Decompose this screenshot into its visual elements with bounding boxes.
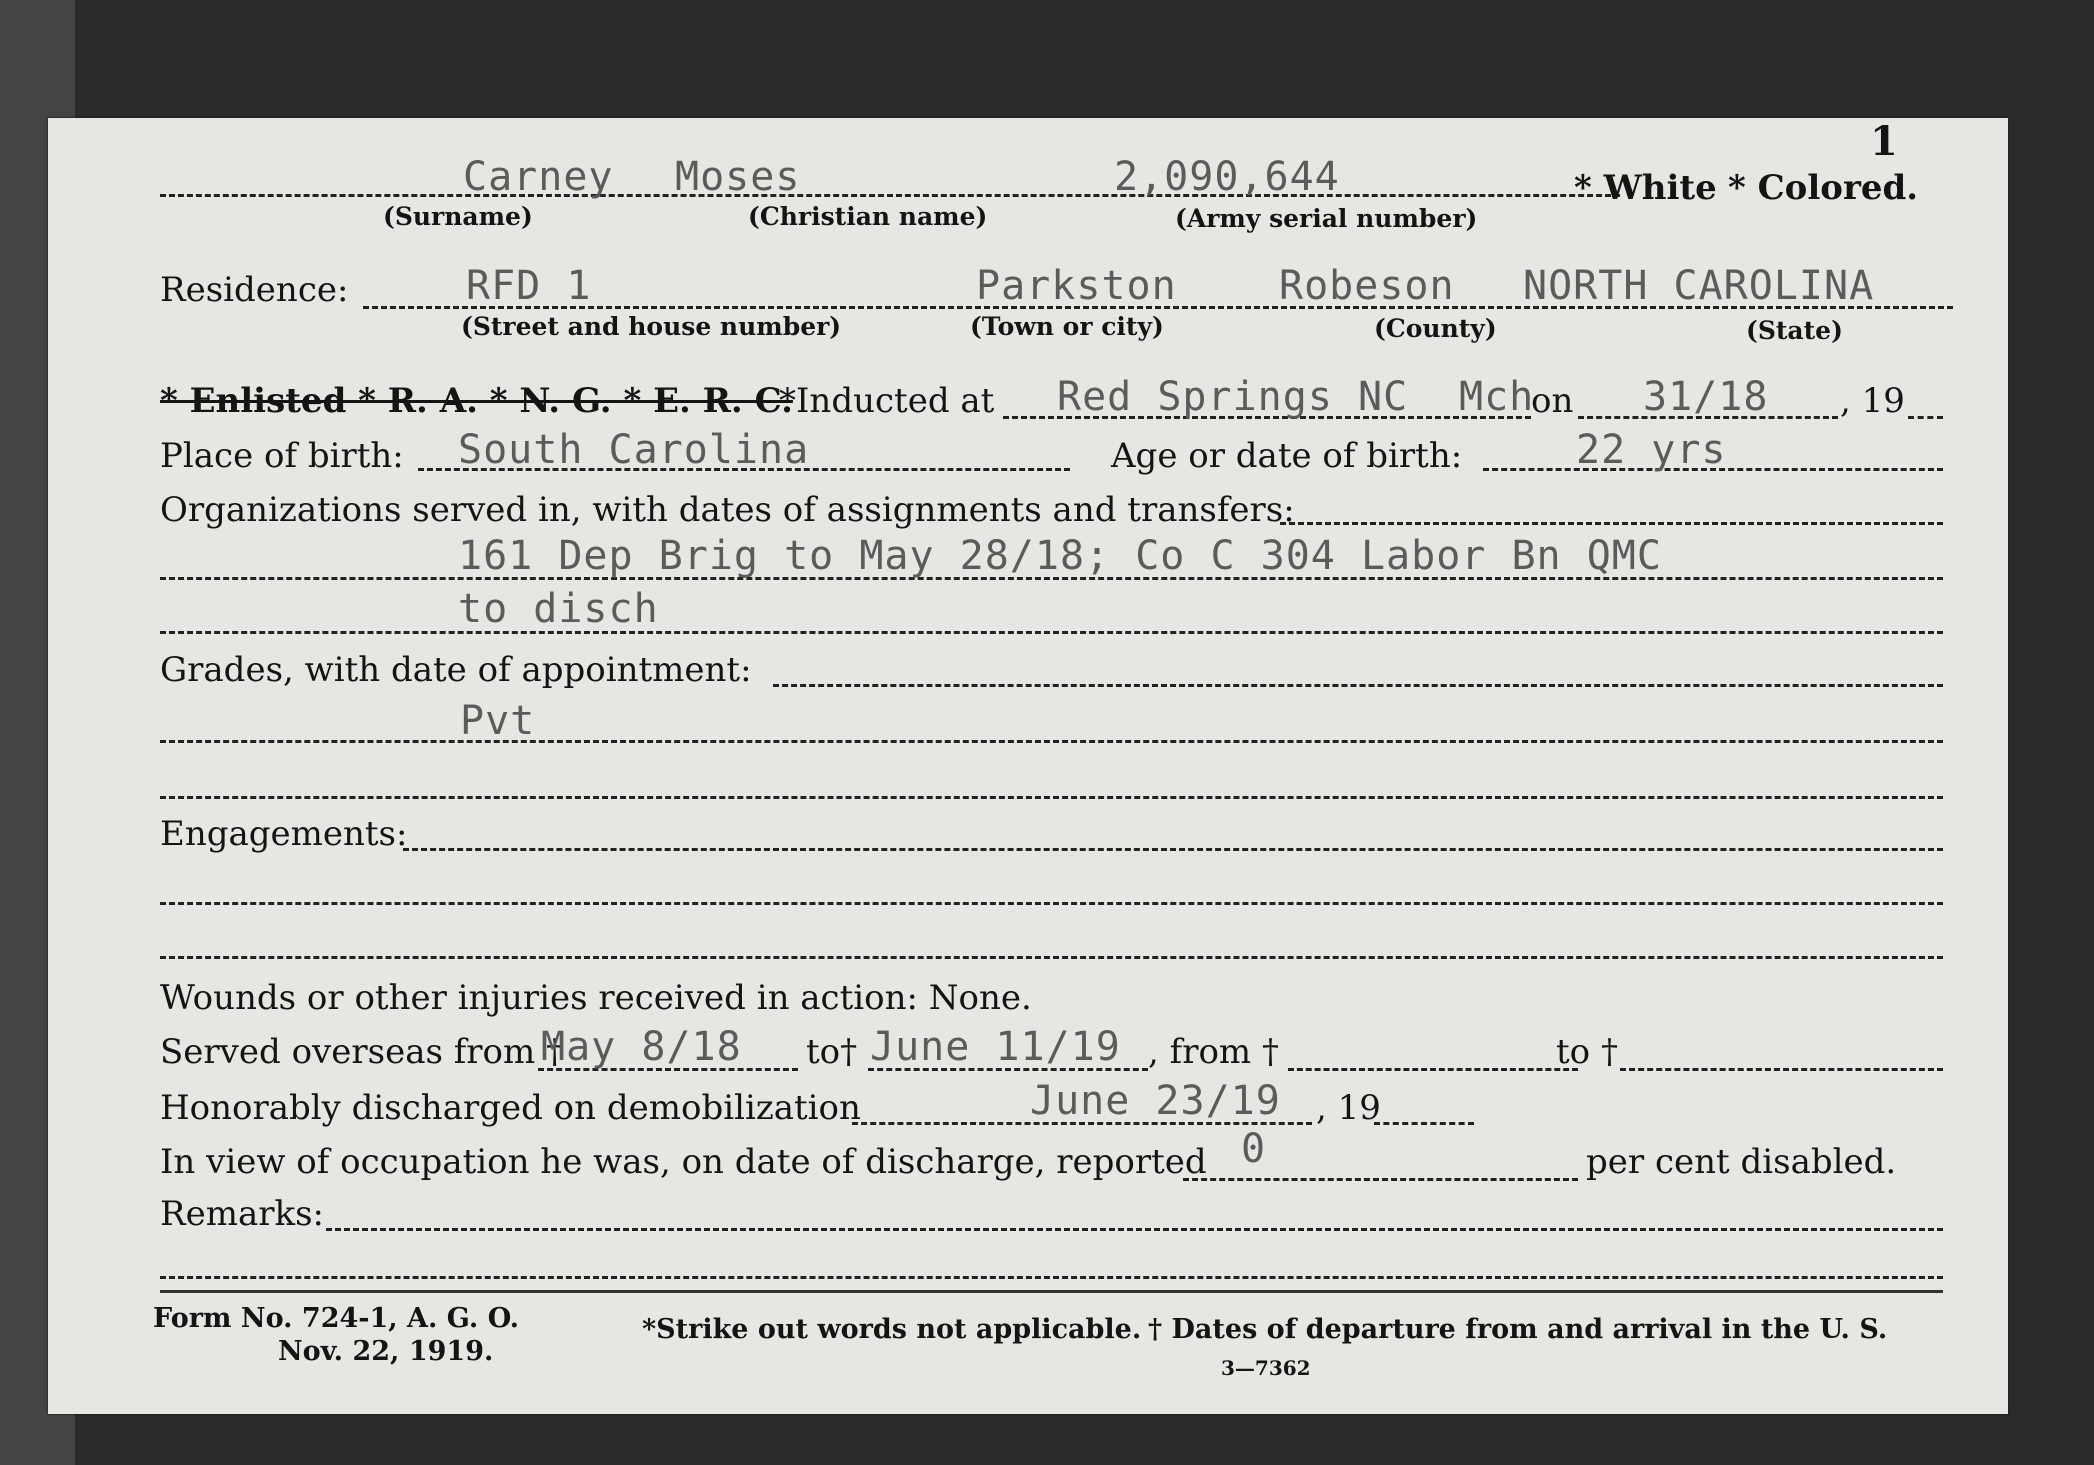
engagements-label: Engagements:	[160, 814, 408, 854]
grades-line-0	[773, 684, 1943, 687]
service-record-card	[48, 118, 2008, 1414]
serial-number-value: 2,090,644	[1114, 154, 1340, 200]
inducted-date-value: 31/18	[1643, 374, 1769, 420]
discharge-label: Honorably discharged on demobilization	[160, 1088, 861, 1128]
birth-place-value: South Carolina	[458, 427, 810, 473]
inducted-place-value: Red Springs NC	[1057, 374, 1409, 420]
race-white: * White	[1574, 168, 1717, 208]
on-label: on	[1531, 381, 1574, 421]
organizations-line-0	[1280, 522, 1943, 525]
christian-name-value: Moses	[675, 154, 801, 200]
age-value: 22 yrs	[1576, 427, 1727, 473]
caption-street: (Street and house number)	[461, 312, 842, 341]
footer-rule	[160, 1290, 1943, 1293]
caption-town: (Town or city)	[970, 312, 1164, 341]
inducted-year-line	[1908, 416, 1943, 419]
occupation-label: In view of occupation he was, on date of discharge, reported	[160, 1142, 1207, 1182]
overseas-from2-label: , from †	[1148, 1032, 1279, 1072]
grade-value: Pvt	[460, 698, 536, 744]
strike-note: *Strike out words not applicable.	[642, 1314, 1142, 1345]
enlisted-options: * Enlisted * R. A. * N. G. * E. R. C.	[160, 381, 793, 421]
organizations-value-1: 161 Dep Brig to May 28/18; Co C 304 Labor Bn QMC	[458, 533, 1662, 579]
caption-serial: (Army serial number)	[1175, 204, 1478, 233]
form-number: Form No. 724-1, A. G. O.	[153, 1303, 520, 1334]
form-date: Nov. 22, 1919.	[278, 1336, 494, 1367]
street-value: RFD 1	[466, 263, 592, 309]
residence-label: Residence:	[160, 270, 349, 310]
discharge-year-label: , 19	[1316, 1088, 1381, 1128]
disabled-line	[1183, 1178, 1578, 1181]
remarks-label: Remarks:	[160, 1194, 324, 1234]
birth-label: Place of birth:	[160, 436, 404, 476]
engagements-line-1	[160, 902, 1943, 905]
remarks-line-0	[326, 1228, 1943, 1231]
wounds-text: Wounds or other injuries received in action: None.	[160, 978, 1032, 1018]
caption-christian-name: (Christian name)	[748, 202, 988, 231]
organizations-label: Organizations served in, with dates of assignments and transfers:	[160, 490, 1295, 530]
print-code: 3—7362	[1221, 1356, 1311, 1380]
town-value: Parkston	[976, 263, 1177, 309]
overseas-to-value: June 11/19	[870, 1024, 1121, 1070]
county-value: Robeson	[1279, 263, 1455, 309]
overseas-to2-line	[1620, 1068, 1943, 1071]
caption-state: (State)	[1746, 316, 1843, 345]
overseas-label: Served overseas from †	[160, 1032, 564, 1072]
discharge-year-line	[1374, 1122, 1474, 1125]
disabled-suffix: per cent disabled.	[1586, 1142, 1897, 1182]
age-label: Age or date of birth:	[1111, 436, 1463, 476]
discharge-date-value: June 23/19	[1030, 1078, 1281, 1124]
engagements-line-2	[160, 956, 1943, 959]
inducted-label: *Inducted at	[779, 381, 995, 421]
surname-value: Carney	[463, 154, 614, 200]
engagements-line-0	[403, 848, 1943, 851]
dates-note: † Dates of departure from and arrival in the U. S.	[1148, 1314, 1888, 1345]
page-number: 1	[1870, 118, 1898, 165]
inducted-month-value: Mch	[1459, 374, 1535, 420]
caption-surname: (Surname)	[383, 202, 533, 231]
organizations-value-2: to disch	[458, 586, 659, 632]
grades-line-1	[160, 740, 1943, 743]
name-line	[160, 194, 1620, 197]
remarks-line-1	[160, 1276, 1943, 1279]
organizations-line-2	[160, 631, 1943, 634]
overseas-to-label: to†	[806, 1032, 858, 1072]
caption-county: (County)	[1374, 314, 1497, 343]
race-colored: * Colored.	[1728, 168, 1919, 208]
overseas-from-value: May 8/18	[541, 1024, 742, 1070]
state-value: NORTH CAROLINA	[1523, 263, 1875, 309]
grades-line-2	[160, 796, 1943, 799]
overseas-to2-label: to †	[1556, 1032, 1618, 1072]
disabled-value: 0	[1241, 1126, 1267, 1172]
overseas-from2-line	[1288, 1068, 1578, 1071]
inducted-year-label: , 19	[1840, 381, 1905, 421]
grades-label: Grades, with date of appointment:	[160, 650, 752, 690]
